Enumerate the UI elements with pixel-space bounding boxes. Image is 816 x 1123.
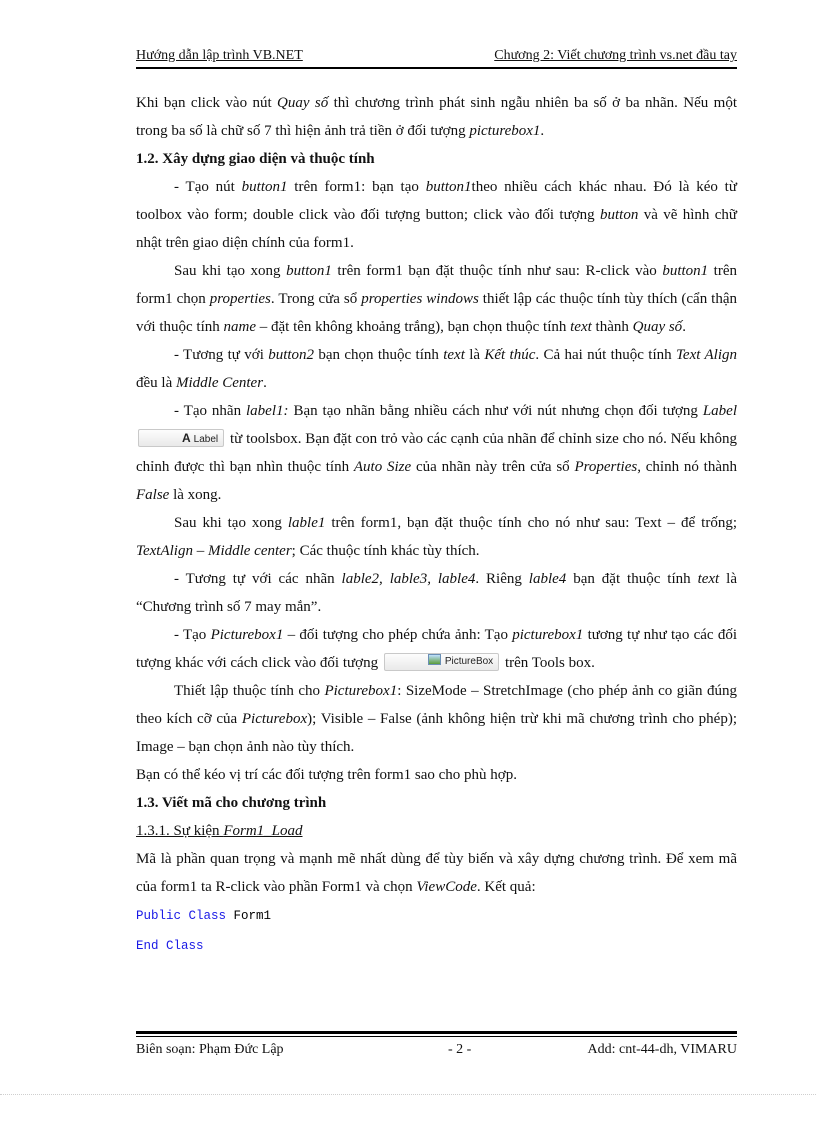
- page-number: - 2 -: [448, 1042, 472, 1057]
- image-icon: [428, 654, 441, 665]
- paragraph-picturebox1: - Tạo Picturebox1 – đối tượng cho phép chứa ảnh: Tạo picturebox1 tương tự như tạo các đối tượng khác với cách click vào đối tượng PictureBox trên Tools box.: [136, 627, 737, 671]
- paragraph-viewcode: Mã là phần quan trọng và mạnh mẽ nhất dùng để tùy biến và xây dựng chương trình. Để xem mã của form1 ta R-click vào phần Form1 và chọn ViewCode. Kết quả:: [136, 851, 737, 895]
- section-heading-1-3: 1.3. Viết mã cho chương trình: [136, 795, 327, 811]
- footer-left: Biên soạn: Phạm Đức Lập: [136, 1042, 284, 1057]
- footer-rule-thick: [136, 1031, 737, 1034]
- footer-right: Add: cnt-44-dh, VIMARU: [587, 1042, 737, 1057]
- paragraph-picturebox1-properties: Thiết lập thuộc tính cho Picturebox1: SizeMode – StretchImage (cho phép ảnh co giãn đúng theo kích cỡ của Picturebox); Visible – False (ảnh không hiện trừ khi mã chương trình cho phép); Image – bạn chọn ảnh nào tùy thích.: [136, 683, 737, 755]
- picturebox-tool-icon: PictureBox: [384, 653, 499, 671]
- subsection-heading-1-3-1: 1.3.1. Sự kiện Form1_Load: [136, 823, 303, 839]
- paragraph-label1: - Tạo nhãn label1: Bạn tạo nhãn bằng nhiều cách như với nút nhưng chọn đối tượng Label A Label từ toolsbox. Bạn đặt con trỏ vào các cạnh của nhãn để chỉnh size cho nó. Nếu không chỉnh được thì bạn nhìn thuộc tính Auto Size của nhãn này trên cửa sổ Properties, chỉnh nó thành False là xong.: [136, 403, 738, 503]
- paragraph-label1-properties: Sau khi tạo xong lable1 trên form1, bạn đặt thuộc tính cho nó như sau: Text – để trống; TextAlign – Middle center; Các thuộc tính khác tùy thích.: [136, 515, 737, 559]
- header-left: Hướng dẫn lập trình VB.NET: [136, 48, 303, 63]
- code-line-2: End Class: [136, 939, 204, 953]
- page-footer: [136, 1040, 737, 1060]
- page-edge-dotted-line: [0, 1094, 816, 1095]
- page-header: [136, 46, 737, 66]
- paragraph-button1: - Tạo nút button1 trên form1: bạn tạo button1theo nhiều cách khác nhau. Đó là kéo từ toolbox vào form; double click vào đối tượng button; click vào đối tượng button và vẽ hình chữ nhật trên giao diện chính của form1.: [136, 179, 737, 251]
- paragraph-other-labels: - Tương tự với các nhãn lable2, lable3, lable4. Riêng lable4 bạn đặt thuộc tính text là “Chương trình số 7 may mắn”.: [136, 571, 737, 615]
- label-tool-icon: A Label: [138, 429, 224, 447]
- header-right: Chương 2: Viết chương trình vs.net đầu tay: [494, 48, 737, 63]
- section-heading-1-2: 1.2. Xây dựng giao diện và thuộc tính: [136, 151, 375, 167]
- paragraph-arrange: Bạn có thể kéo vị trí các đối tượng trên form1 sao cho phù hợp.: [136, 767, 517, 783]
- paragraph-button1-properties: Sau khi tạo xong button1 trên form1 bạn đặt thuộc tính như sau: R-click vào button1 trên form1 chọn properties. Trong cửa sổ properties windows thiết lập các thuộc tính tùy thích (cẩn thận với thuộc tính name – đặt tên không khoảng trắng), bạn chọn thuộc tính text thành Quay số.: [136, 263, 737, 335]
- footer-rule-thin: [136, 1036, 737, 1037]
- page-body: [136, 89, 737, 961]
- paragraph-button2: - Tương tự với button2 bạn chọn thuộc tính text là Kết thúc. Cả hai nút thuộc tính Text Align đều là Middle Center.: [136, 347, 737, 391]
- code-line-1: Public Class Form1: [136, 909, 272, 923]
- intro-paragraph: Khi bạn click vào nút Quay số thì chương trình phát sinh ngẫu nhiên ba số ở ba nhãn. Nếu một trong ba số là chữ số 7 thì hiện ảnh trả tiền ở đối tượng picturebox1.: [136, 95, 738, 139]
- header-rule: [136, 67, 737, 69]
